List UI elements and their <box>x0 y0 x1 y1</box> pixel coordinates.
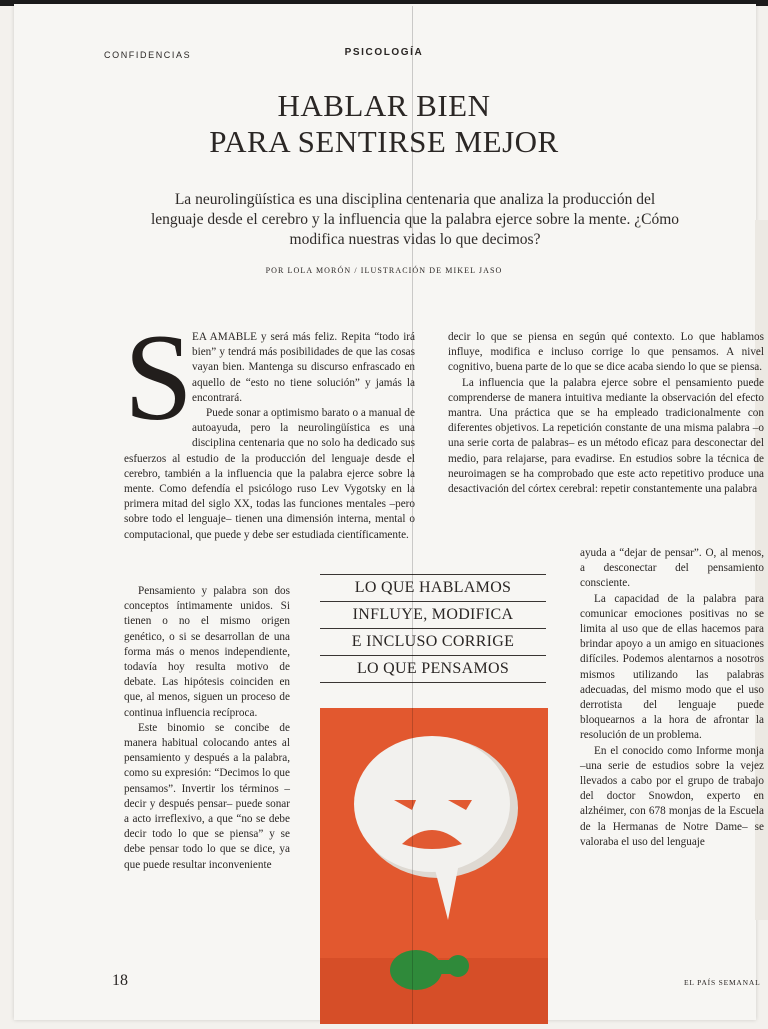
byline: POR LOLA MORÓN / ILUSTRACIÓN DE MIKEL JASO <box>265 266 503 275</box>
page-fold <box>412 6 413 1024</box>
illustration <box>320 708 548 1024</box>
headline <box>0 88 768 160</box>
body-paragraph: La capacidad de la palabra para comunicar emociones positivas no se limita al uso que de ellas hacemos para brindar apoyo a un amigo en situaciones difíciles. Podemos alentarnos a nosotros mismos utilizando las palabras adecuadas, del mismo modo que el uso derrotista del lenguaje puede bloquearnos a la hora de afrontar la resolución de un problema. <box>580 592 764 742</box>
body-paragraph: Este binomio se concibe de manera habitual colocando antes al pensamiento y después a la palabra, como su expresión: “Decimos lo que pensamos”. Invertir los términos –decir y después pensar– puede sonar a acto irreflexivo, a que “no se debe decir todo lo que se piensa” y se debe pensar todo lo que se dice, ya que puede resultar inconveniente <box>124 721 290 871</box>
body-column-1-top <box>124 309 415 543</box>
figure-head <box>447 955 469 977</box>
pull-quote-line: E INCLUSO CORRIGE <box>320 629 546 656</box>
body-column-2-top <box>448 330 764 497</box>
body-column-2-bottom <box>580 546 764 850</box>
headline-line-1: HABLAR BIEN <box>277 88 491 123</box>
body-paragraph: EA AMABLE y será más feliz. Repita “todo irá bien” y tendrá más posibilidades de que las cosas vayan bien. Mantenga su discurso enfrascado en aquello de “esto no tiene solución” y jamás la encontrará. <box>192 331 415 404</box>
body-paragraph: ayuda a “dejar de pensar”. O, al menos, a desconectar del pensamiento consciente. <box>580 547 764 590</box>
pull-quote <box>320 574 546 683</box>
speech-bubble <box>354 736 510 872</box>
body-paragraph: En el conocido como Informe monja –una serie de estudios sobre la vejez llevados a cabo por el grupo de trabajo del doctor Snowdon, experto en alzhéimer, con 678 monjas de la Escuela de la Hermanas de Notre Dame– se valoraba el uso del lenguaje <box>580 744 764 848</box>
body-paragraph: Puede sonar a optimismo barato o a manual de autoayuda, pero la neurolingüística es una disciplina centenaria que no solo ha dedicado sus esfuerzos al estudio de la producción del lenguaje desde el cerebro, también a la influencia que la palabra ejerce sobre la mente. Como defendía el psicólogo ruso Lev Vygotsky en la primera mitad del siglo XX, todas las funciones mentales –pero sobre todo el lenguaje– tienen una dimensión interna, mental o computacional, que puede y debe ser estudiada científicamente. <box>124 407 415 541</box>
section-label: CONFIDENCIAS <box>104 50 192 60</box>
pull-quote-line: LO QUE PENSAMOS <box>320 656 546 683</box>
page-number: 18 <box>112 972 128 989</box>
section-title: PSICOLOGÍA <box>344 47 424 58</box>
sad-speech-bubble-icon <box>320 708 548 1024</box>
body-column-1-bottom <box>124 584 290 873</box>
pull-quote-line: LO QUE HABLAMOS <box>320 574 546 602</box>
drop-cap: S <box>124 309 193 446</box>
masthead: EL PAÍS SEMANAL <box>684 978 761 987</box>
body-paragraph: decir lo que se piensa en según qué contexto. Lo que hablamos influye, modifica e incluso corrige lo que pensamos. A nivel cognitivo, buena parte de lo que se dice acaba siendo lo que se piensa. <box>448 331 764 374</box>
pull-quote-line: INFLUYE, MODIFICA <box>320 602 546 629</box>
body-paragraph: La influencia que la palabra ejerce sobre el pensamiento puede comprenderse de manera intuitiva mediante la observación del efecto mantra. Una práctica que se ha empleado tradicionalmente con diferentes objetivos. La repetición constante de una misma palabra –o una serie corta de palabras– es un método eficaz para desconectar del medio, para relajarse, para evadirse. En estudios sobre la técnica de neuroimagen se ha comprobado que este acto repetitivo produce una desactivación del córtex cerebral: repetir constantemente una palabra <box>448 376 764 496</box>
standfirst: La neurolingüística es una disciplina centenaria que analiza la producción del lenguaje desde el cerebro y la influencia que la palabra ejerce sobre la mente. ¿Cómo modifica nuestras vidas lo que decimos? <box>150 191 680 248</box>
headline-line-2: PARA SENTIRSE MEJOR <box>209 124 559 159</box>
body-paragraph: Pensamiento y palabra son dos conceptos íntimamente unidos. Si tienen o no el mismo origen genético, o si se desarrollan de una forma más o menos independiente, todavía hoy resulta motivo de debate. Las hipótesis coinciden en que, al menos, siguen un proceso de continua influencia recíproca. <box>124 585 290 719</box>
